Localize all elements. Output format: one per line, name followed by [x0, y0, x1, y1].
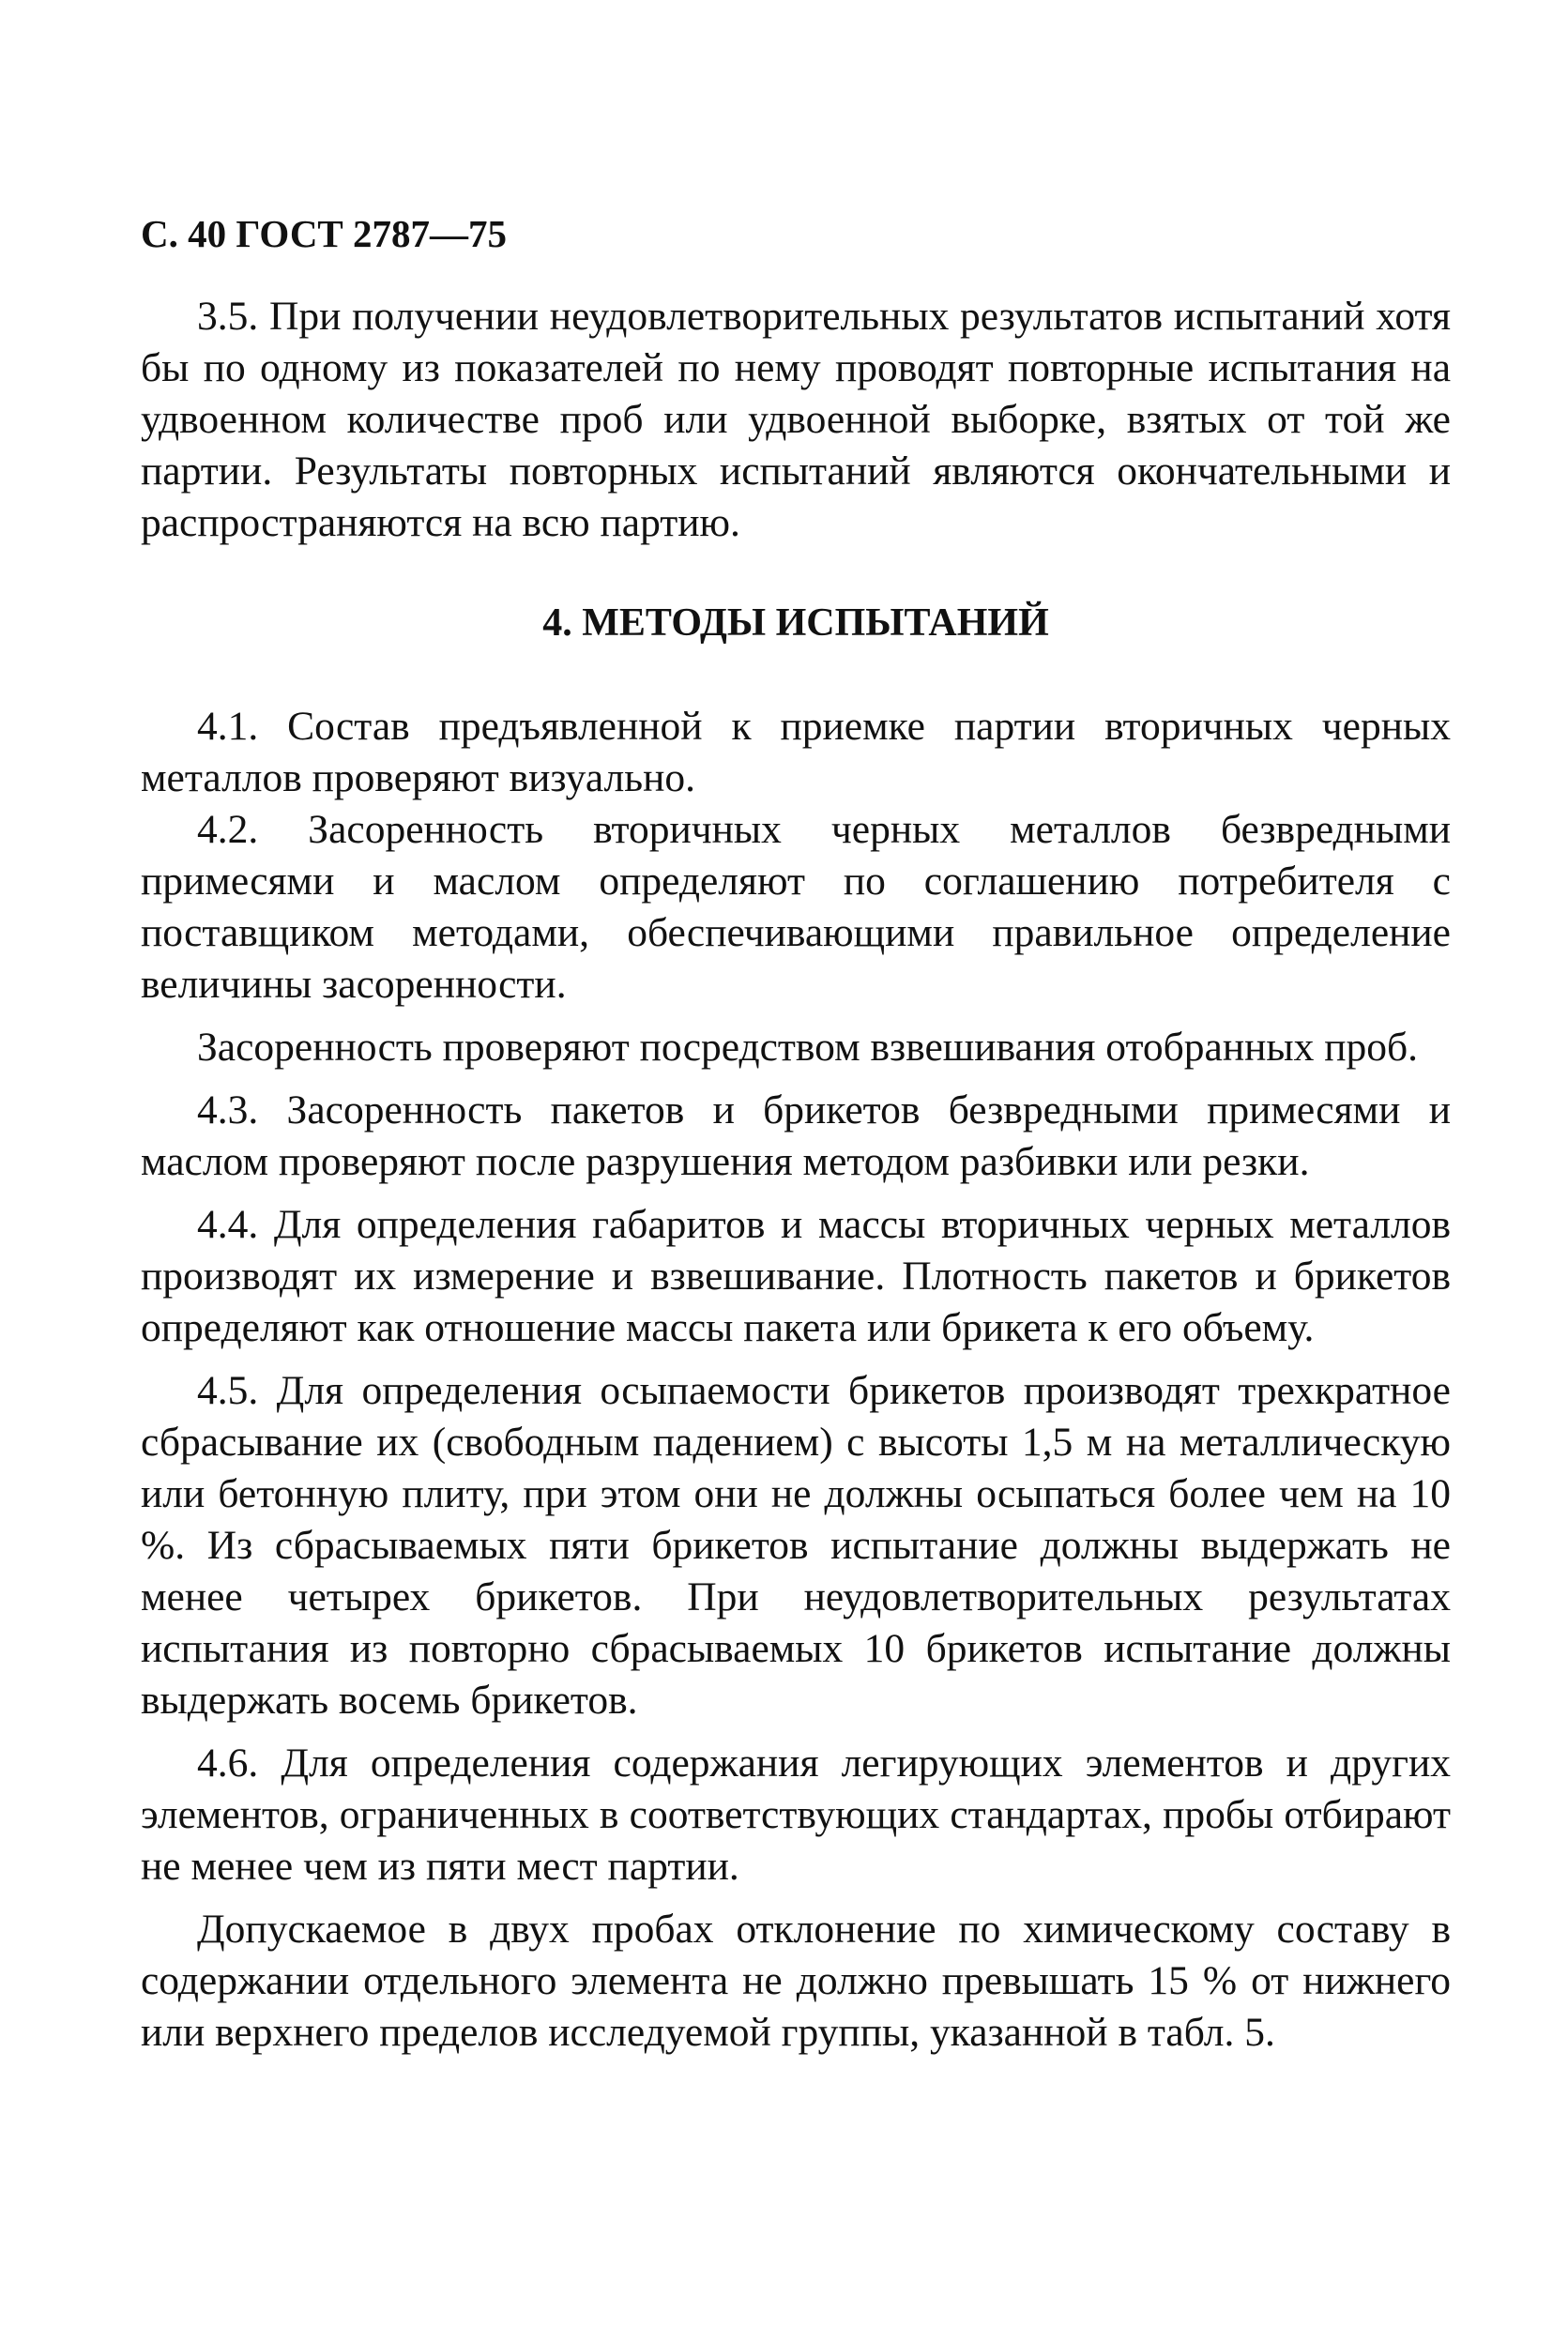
paragraph-4-2-continuation: Засоренность проверяют посредством взвешивания отобранных проб. [197, 1025, 1419, 1070]
running-header: С. 40 ГОСТ 2787—75 [141, 212, 508, 255]
paragraph-3-5: 3.5. При получении неудовлетворительных результатов испытаний хотя бы по одному из показателей по нему проводят повторные испытания на удвоенном количестве проб или удвоенной выборке, взятых от той же партии. Результаты повторных испытаний являются окончательными и распространяются на всю партию. [141, 294, 1451, 545]
paragraph-4-6-continuation: Допускаемое в двух пробах отклонение по химическому составу в содержании отдельного элемента не должно превышать 15 % от нижнего или верхнего пределов исследуемой группы, указанной в табл. 5. [141, 1907, 1451, 2055]
paragraph-4-1: 4.1. Состав предъявленной к приемке партии вторичных черных металлов проверяют визуально. [141, 704, 1451, 800]
section-title: 4. МЕТОДЫ ИСПЫТАНИЙ [542, 601, 1049, 645]
document-page [141, 208, 1451, 2059]
paragraph-4-3: 4.3. Засоренность пакетов и брикетов безвредными примесями и маслом проверяют после разрушения методом разбивки или резки. [141, 1087, 1451, 1184]
paragraph-4-6: 4.6. Для определения содержания легирующих элементов и других элементов, ограниченных в соответствующих стандартах, пробы отбирают не менее чем из пяти мест партии. [141, 1741, 1451, 1889]
paragraph-4-4: 4.4. Для определения габаритов и массы вторичных черных металлов производят их измерение и взвешивание. Плотность пакетов и брикетов определяют как отношение массы пакета или брикета к его объему. [141, 1202, 1451, 1350]
paragraph-4-5: 4.5. Для определения осыпаемости брикетов производят трехкратное сбрасывание их (свободным падением) с высоты 1,5 м на металлическую или бетонную плиту, при этом они не должны осыпаться более чем на 10 %. Из сбрасываемых пяти брикетов испытание должны выдержать не менее четырех брикетов. При неудовлетворительных результатах испытания из повторно сбрасываемых 10 брикетов испытание должны выдержать восемь брикетов. [141, 1368, 1451, 1723]
paragraph-4-2: 4.2. Засоренность вторичных черных металлов безвредными примесями и маслом определяют по соглашению потребителя с поставщиком методами, обеспечивающими правильное определение величины засоренности. [141, 807, 1451, 1007]
